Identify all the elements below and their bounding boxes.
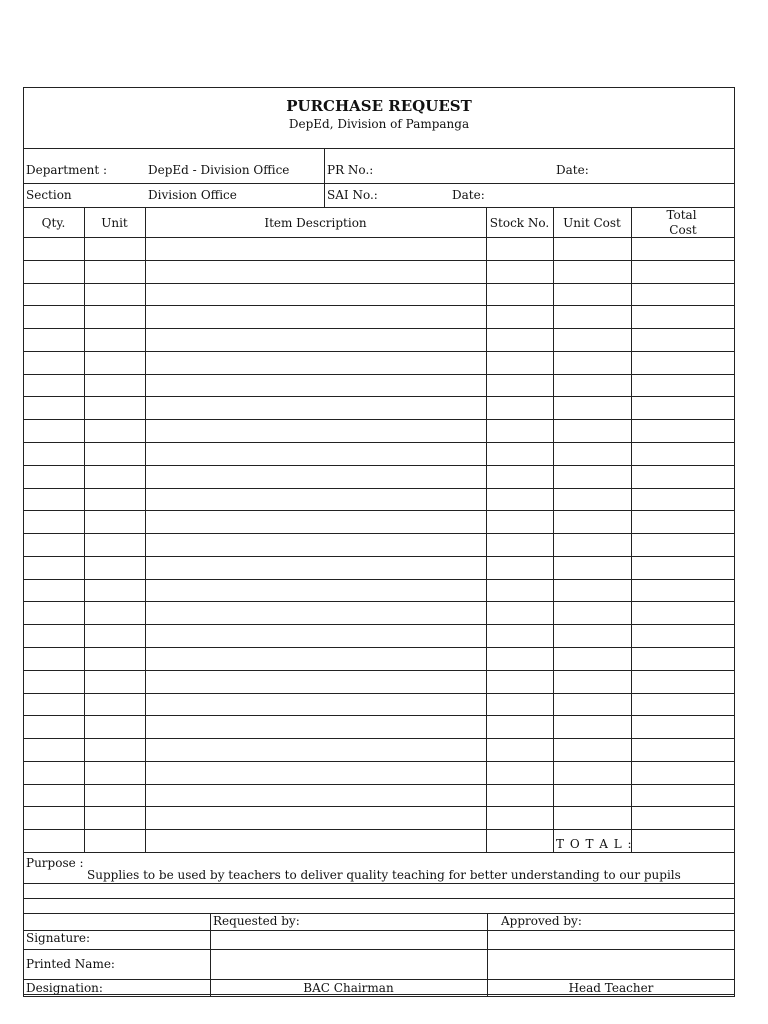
table-row-line: [23, 579, 735, 580]
table-row-line: [23, 396, 735, 397]
signature-top-line: [23, 913, 735, 914]
table-row-line: [23, 283, 735, 284]
signature-line-3: [23, 979, 735, 980]
table-column-divider: [145, 207, 146, 852]
purpose-top-line: [23, 852, 735, 853]
purpose-divider-2: [23, 898, 735, 899]
signature-label: Signature:: [26, 931, 91, 945]
purpose-text: Supplies to be used by teachers to deliver quality teaching for better understanding to our pupils: [87, 868, 681, 882]
table-row-line: [23, 806, 735, 807]
col-header-item-description: Item Description: [264, 216, 367, 230]
table-column-divider: [486, 207, 487, 852]
table-row-line: [23, 351, 735, 352]
table-row-line: [23, 761, 735, 762]
form-title: PURCHASE REQUEST: [286, 97, 472, 115]
table-row-line: [23, 419, 735, 420]
section-label: Section: [26, 188, 72, 202]
table-header-bottom-line: [23, 237, 735, 238]
table-row-line: [23, 647, 735, 648]
table-row-line: [23, 510, 735, 511]
table-row-line: [23, 328, 735, 329]
table-row-line: [23, 601, 735, 602]
total-label: T O T A L :: [556, 837, 633, 851]
table-column-divider: [84, 207, 85, 852]
form-subtitle: DepEd, Division of Pampanga: [288, 117, 470, 131]
table-row-line: [23, 442, 735, 443]
table-row-line: [23, 715, 735, 716]
table-row-line: [23, 624, 735, 625]
department-value: DepEd - Division Office: [148, 163, 290, 177]
table-row-line: [23, 738, 735, 739]
table-row-line: [23, 260, 735, 261]
department-label: Department :: [26, 163, 108, 177]
col-header-unit-cost: Unit Cost: [563, 216, 621, 230]
col-header-qty: Qty.: [41, 216, 66, 230]
requested-designation: BAC Chairman: [303, 981, 394, 995]
table-column-divider: [631, 207, 632, 852]
col-header-stock-no: Stock No.: [489, 216, 550, 230]
col-header-total-cost-line2: Cost: [669, 223, 697, 237]
table-row-line: [23, 784, 735, 785]
col-header-total-cost-line1: Total: [666, 208, 697, 222]
signature-line-1: [23, 930, 735, 931]
col-header-unit: Unit: [101, 216, 128, 230]
approved-designation: Head Teacher: [568, 981, 654, 995]
table-row-line: [23, 374, 735, 375]
sai-no-label: SAI No.:: [327, 188, 378, 202]
signature-line-2: [23, 949, 735, 950]
purpose-divider-1: [23, 883, 735, 884]
table-row-line: [23, 556, 735, 557]
table-column-divider: [553, 207, 554, 852]
table-row-line: [23, 305, 735, 306]
pr-date-label: Date:: [556, 163, 589, 177]
table-row-line: [23, 533, 735, 534]
sai-date-label: Date:: [452, 188, 485, 202]
section-value: Division Office: [148, 188, 237, 202]
purpose-label: Purpose :: [26, 856, 84, 870]
designation-label: Designation:: [26, 981, 103, 995]
table-row-line: [23, 670, 735, 671]
table-row-line: [23, 829, 735, 830]
pr-no-label: PR No.:: [327, 163, 374, 177]
table-row-line: [23, 465, 735, 466]
requested-by-label: Requested by:: [213, 914, 300, 928]
table-row-line: [23, 488, 735, 489]
table-row-line: [23, 693, 735, 694]
approved-by-label: Approved by:: [501, 914, 582, 928]
printed-name-label: Printed Name:: [26, 957, 115, 971]
